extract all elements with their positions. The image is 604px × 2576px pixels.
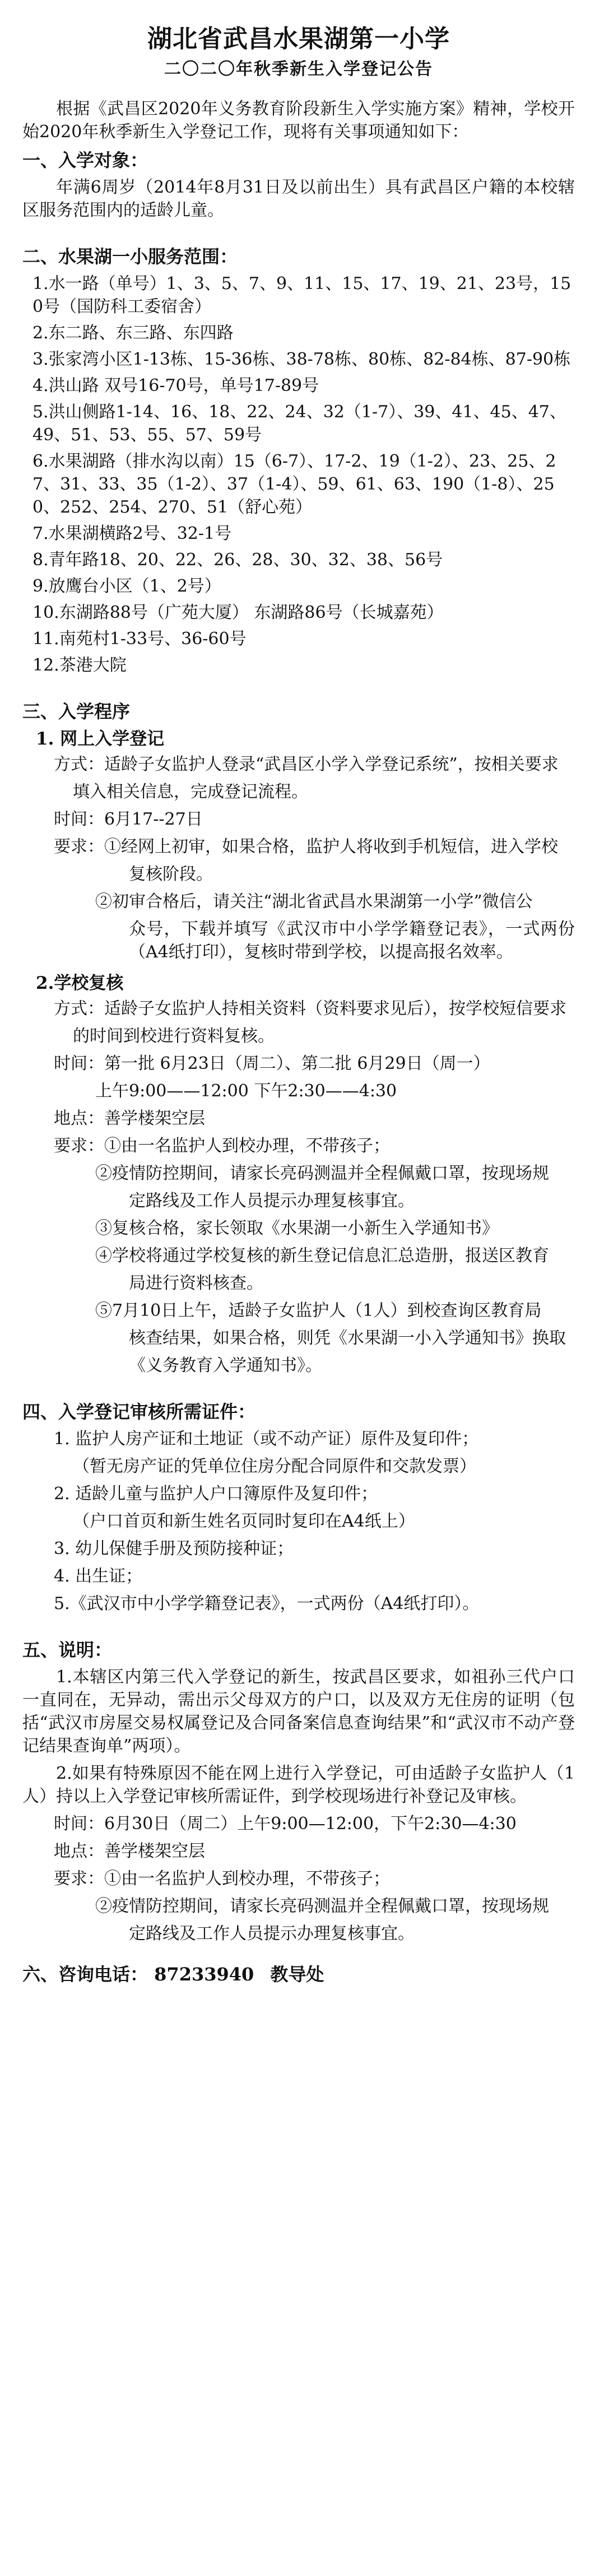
review-requirement-4-cont: 局进行资料核查。	[129, 1273, 263, 1293]
online-requirement-2: ②初审合格后，请关注“湖北省武昌水果湖第一小学”微信公	[95, 892, 533, 912]
list-item: 3.张家湾小区1-13栋、15-36栋、38-78栋、80栋、82-84栋、87-90栋	[32, 350, 571, 369]
list-item: 1.水一路（单号）1、3、5、7、9、11、15、17、19、21、23号，150号（国防科工委宿舍）	[32, 274, 572, 317]
doc-item-2-note: （户口首页和新生姓名页同时复印在A4纸上）	[73, 1512, 415, 1531]
review-requirement-5: ⑤7月10日上午，适龄子女监护人（1人）到校查询区教育局	[95, 1301, 542, 1320]
doc-item-5: 5.《武汉市中小学学籍登记表》，一式两份（A4纸打印）。	[54, 1594, 480, 1614]
online-registration-heading	[22, 727, 575, 751]
note-2: 2.如果有特殊原因不能在网上进行入学登记，可由适龄子女监护人（1人）持以上入学登记审核所需证件，到学校现场进行补登记及审核。	[22, 1764, 575, 1806]
list-item: 5.洪山侧路1-14、16、18、22、24、32（1-7）、39、41、45、47、49、51、53、55、57、59号	[32, 402, 566, 445]
review-requirement-2: ②疫情防控期间，请家长亮码测温并全程佩戴口罩，按现场规	[95, 1164, 549, 1183]
list-item: 9.放鹰台小区（1、2号）	[32, 576, 221, 596]
review-place: 地点：善学楼架空层	[54, 1109, 205, 1128]
review-time: 时间：第一批 6月23日（周二）、第二批 6月29日（周一）	[54, 1054, 490, 1073]
review-requirement-5-cont2: 《义务教育入学通知书》。	[129, 1356, 322, 1375]
contact-office: 教导处	[270, 1964, 324, 1985]
note-requirement-2: ②疫情防控期间，请家长亮码测温并全程佩戴口罩，按现场规	[95, 1896, 549, 1916]
review-method: 方式：适龄子女监护人持相关资料（资料要求见后），按学校短信要求	[54, 999, 566, 1019]
review-hours: 上午9:00——12:00 下午2:30——4:30	[95, 1081, 397, 1101]
review-requirement-1: 要求：①由一名监护人到校办理，不带孩子；	[54, 1136, 390, 1156]
list-item: 11.南苑村1-33号、36-60号	[32, 629, 247, 649]
review-requirement-3: ③复核合格，家长领取《水果湖一小新生入学通知书》	[95, 1219, 499, 1238]
service-area-list	[22, 272, 575, 677]
review-requirement-4: ④学校将通过学校复核的新生登记信息汇总造册，报送区教育	[95, 1246, 549, 1266]
contact-phone[interactable]: 87233940	[154, 1964, 254, 1985]
school-review-heading-text: 2.学校复核	[36, 973, 124, 993]
doc-item-4: 4. 出生证；	[54, 1566, 143, 1586]
online-time: 时间：6月17--27日	[54, 810, 203, 829]
intro-paragraph: 根据《武昌区2020年义务教育阶段新生入学实施方案》精神，学校开始2020年秋季新生入学登记工作，现将有关事项通知如下：	[22, 99, 575, 142]
section-1-heading: 一、入学对象：	[22, 150, 148, 171]
list-item: 2.东二路、东三路、东四路	[32, 323, 234, 343]
note-time: 时间：6月30日（周二）上午9:00—12:00，下午2:30—4:30	[54, 1814, 517, 1834]
list-item: 7.水果湖横路2号、32-1号	[32, 524, 232, 543]
school-title: 湖北省武昌水果湖第一小学	[147, 25, 450, 53]
note-1: 1.本辖区内第三代入学登记的新生，按武昌区要求，如祖孙三代户口一直同在，无异动，需出示父母双方的户口，以及双方无住房的证明（包括“武汉市房屋交易权属登记及合同备案信息查询结果”和“武汉市不动产登记结果查询单”两项）。	[22, 1667, 575, 1756]
review-requirement-2-cont: 定路线及工作人员提示办理复核事宜。	[129, 1191, 415, 1211]
online-registration-heading-text: 1. 网上入学登记	[36, 729, 165, 749]
list-item: 8.青年路18、20、22、26、28、30、32、38、56号	[32, 550, 443, 570]
doc-item-1-note: （暂无房产证的凭单位住房分配合同原件和交款发票）	[73, 1457, 476, 1476]
section-4-heading: 四、入学登记审核所需证件：	[22, 1401, 256, 1422]
doc-item-3: 3. 幼儿保健手册及预防接种证；	[54, 1539, 294, 1559]
online-method: 方式：适龄子女监护人登录“武昌区小学入学登记系统”，按相关要求	[54, 755, 559, 774]
section-1-text: 年满6周岁（2014年8月31日及以前出生）具有武昌区户籍的本校辖区服务范围内的适龄儿童。	[22, 178, 575, 220]
list-item: 6.水果湖路（排水沟以南）15（6-7）、17-2、19（1-2）、23、25、27、31、33、35（1-2）、37（1-4）、59、61、63、190（1-8）、250、252、254、270、51（舒心苑）	[32, 452, 556, 517]
online-requirement-1: 要求：①经网上初审，如果合格，监护人将收到手机短信，进入学校	[54, 837, 558, 857]
section-2-heading: 二、水果湖一小服务范围：	[22, 246, 238, 267]
review-method-cont: 的时间到校进行资料复核。	[73, 1026, 275, 1046]
contact-label: 六、咨询电话：	[22, 1964, 148, 1985]
section-3-heading: 三、入学程序	[22, 701, 131, 722]
note-requirement-2-cont: 定路线及工作人员提示办理复核事宜。	[129, 1924, 415, 1943]
note-place: 地点：善学楼架空层	[54, 1842, 205, 1861]
online-method-cont: 填入相关信息，完成登记流程。	[73, 782, 308, 802]
doc-item-1: 1. 监护人房产证和土地证（或不动产证）原件及复印件；	[54, 1429, 479, 1449]
contact-line	[22, 1962, 575, 1987]
announcement-subtitle: 二〇二〇年秋季新生入学登记公告	[164, 59, 433, 79]
school-review-heading	[22, 971, 575, 995]
online-requirement-1-cont: 复核阶段。	[129, 864, 213, 884]
list-item: 4.洪山路 双号16-70号，单号17-89号	[32, 376, 319, 396]
list-item: 10.东湖路88号（广苑大厦） 东湖路86号（长城嘉苑）	[32, 603, 444, 622]
list-item: 12.茶港大院	[32, 655, 127, 675]
review-requirement-5-cont: 核查结果，如果合格，则凭《水果湖一小入学通知书》换取	[129, 1328, 566, 1348]
section-5-heading: 五、说明：	[22, 1639, 113, 1661]
note-requirement-1: 要求：①由一名监护人到校办理，不带孩子；	[54, 1869, 390, 1889]
doc-item-2: 2. 适龄儿童与监护人户口簿原件及复印件；	[54, 1484, 378, 1504]
online-requirement-2-cont: 众号，下载并填写《武汉市中小学学籍登记表》，一式两份（A4纸打印），复核时带到学校，以提高报名效率。	[129, 919, 575, 962]
